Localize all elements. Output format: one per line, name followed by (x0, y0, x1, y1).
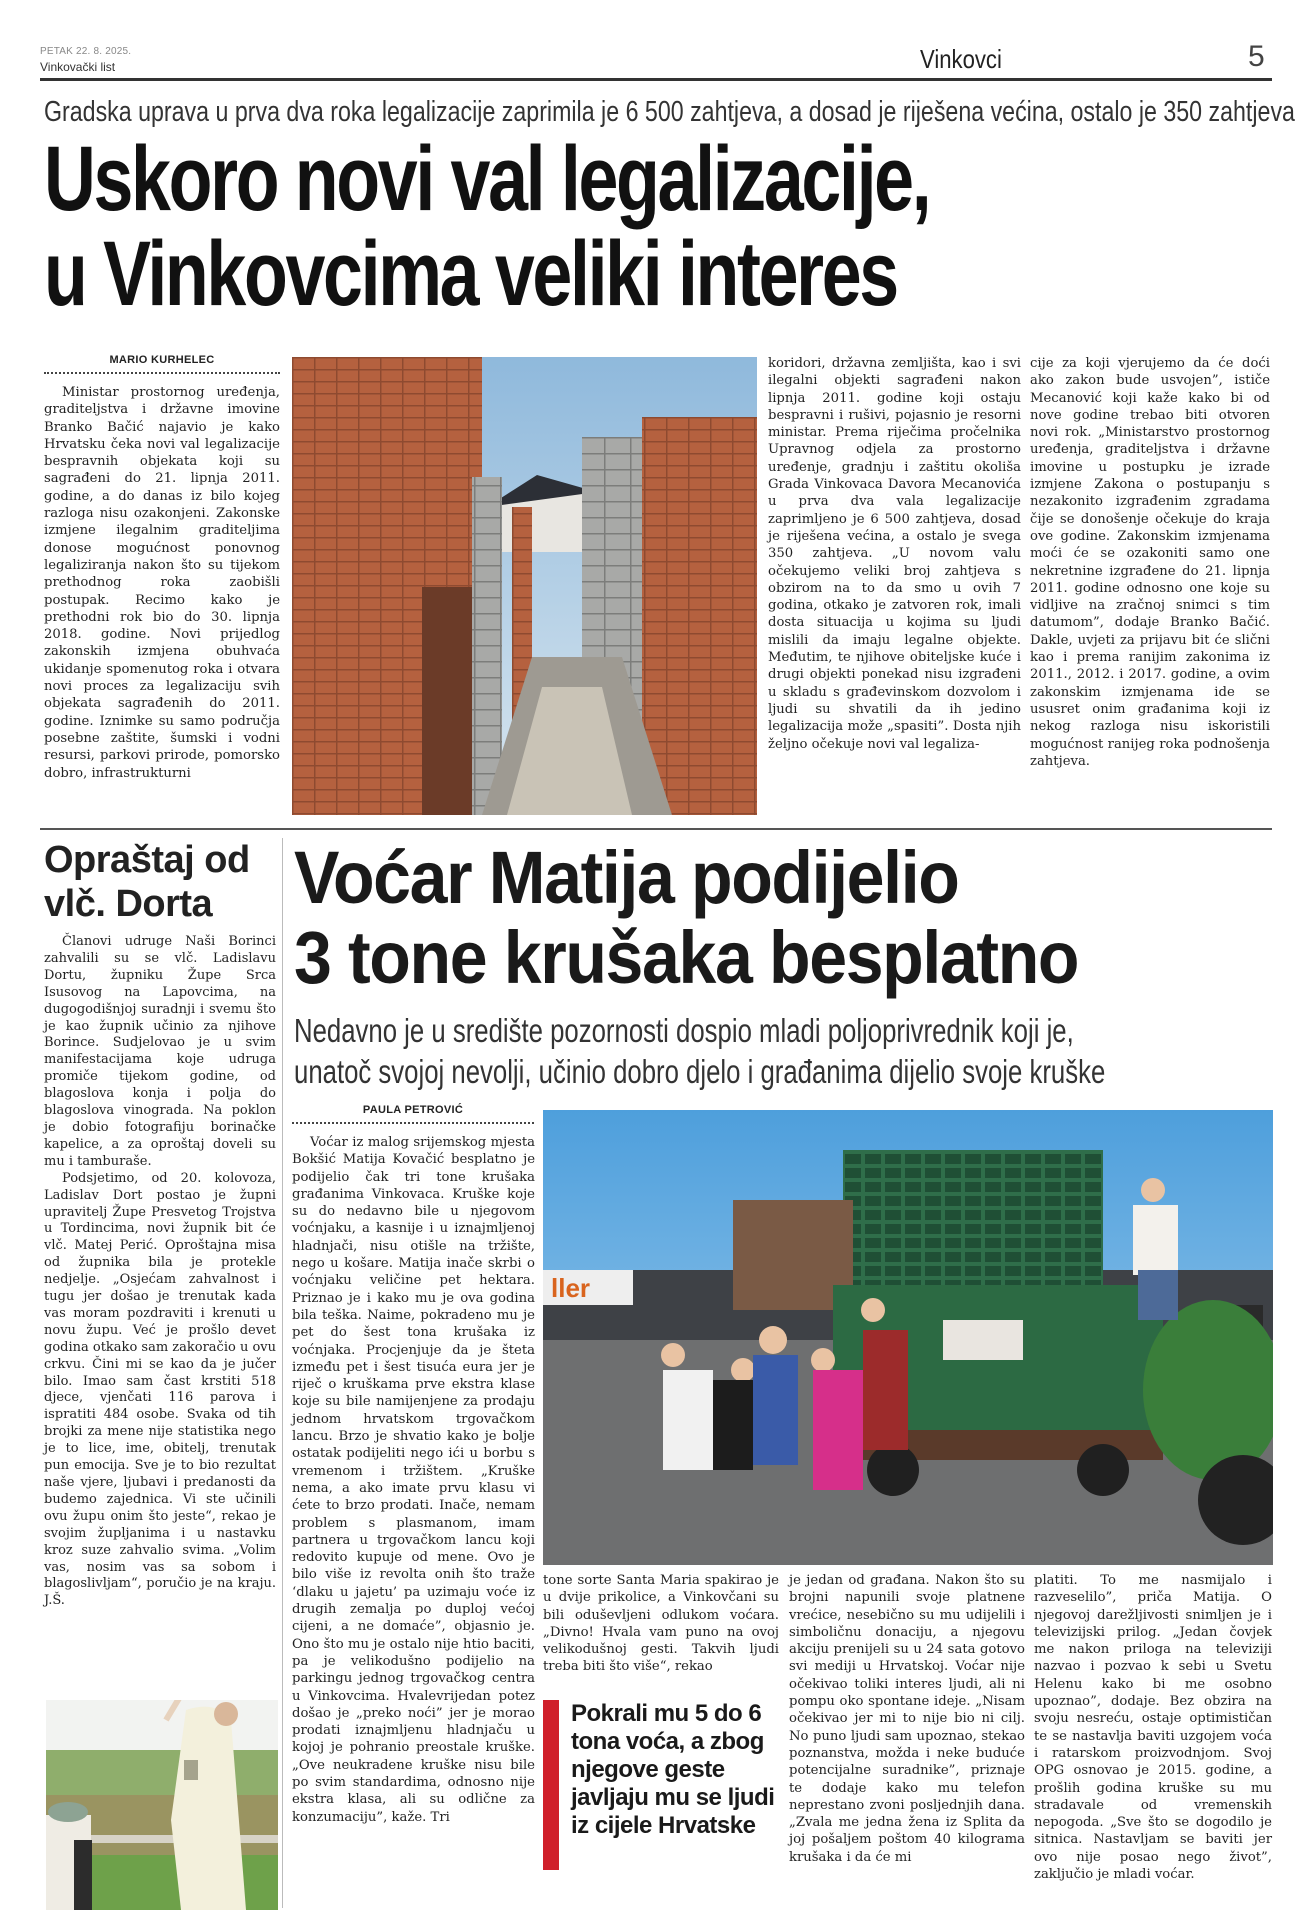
story3-column-3 (789, 1572, 1025, 1866)
story3-kicker-line1: Nedavno je u središte pozornosti dospio mladi poljoprivrednik koji je, (294, 1012, 1074, 1049)
story1-column-3 (1030, 355, 1270, 770)
priest-blessing-photo (46, 1700, 278, 1910)
building-construction-photo (292, 357, 757, 815)
story1-headline (44, 128, 1292, 325)
story1-column-2 (768, 355, 1021, 753)
story3-paragraph: tone sorte Santa Maria spakirao je u dvije prikolice, a Vinkovčani su bili oduševljeni odlukom voćara. „Divno! Hvala vam puno na ovoj velikodušnoj gesti. Takvih ljudi treba biti što više“, rekao (543, 1573, 779, 1675)
story3-column-4 (1034, 1572, 1272, 1883)
story2-paragraph: Podsjetimo, od 20. kolovoza, Ladislav Dort postao je župni upravitelj Župe Presvetog Trojstva u Tordincima, novi župnik bit će vlč. Matej Perić. Oproštajna misa od župnika bila je protekle nedjelje. „Osjećam zahvalnost i tugu jer došao je trenutak kada vas moram pozdraviti i krenuti u novu župu. Već je prošlo devet godina otkako sam zakoračio u ovu crkvu. Čini mi se kao da je jučer bilo. Imao sam čast krstiti 518 djece, vjenčati 116 parova i ispratiti 484 osobe. Svaka od tih brojki za mene nije statistika nego je to lice, ime, obitelj, trenutak pun emocija. Sve je to bio rezultat naše vjere, ljubavi i predanosti da budemo zajednica. Vi ste učinili ovu župu onim što jeste“, rekao je svojim župljanima i u nastavku kroz suze zahvalio svima. „Volim vas, nosim vas sa sobom i blagoslivljam“, poručio je na kraju. J.Š. (44, 1170, 276, 1609)
story1-column-1 (44, 384, 280, 782)
story1-headline-line2: u Vinkovcima veliki interes (44, 223, 897, 325)
section-title: Vinkovci (920, 44, 1002, 74)
pull-quote-text: Pokrali mu 5 do 6 tona voća, a zbog njegove geste javljaju mu se ljudi iz cijele Hrvatske (571, 1700, 775, 1839)
story1-byline: MARIO KURHELEC (109, 354, 215, 366)
story2-headline-line1: Opraštaj od (44, 839, 250, 881)
story3-headline-line1: Voćar Matija podijelio (294, 836, 959, 919)
newspaper-name: Vinkovački list (40, 60, 116, 74)
section-divider (40, 828, 1272, 830)
story2-paragraph: Članovi udruge Naši Borinci zahvalili su se vlč. Ladislavu Dortu, župniku Župe Srca Isusovog na Lapovcima, na dugogodišnjoj suradnji i svemu što je kao župnik učinio za njihove Borince. Sudjelovao je u svim manifestacijama koje udruga promiče tijekom godine, od blagoslova konja i polja do blagoslova vinograda. Na poklon je dobio fotografiju borinačke kapelice, a za oproštaj doveli su mu i tamburaše. (44, 934, 276, 1169)
story3-kicker-line2: unatoč svojoj nevolji, učinio dobro djelo i građanima dijelio svoje kruške (294, 1053, 1106, 1090)
byline-divider (44, 372, 280, 374)
story3-paragraph: je jedan od građana. Nakon što su brojni napunili svoje platnene vrećice, nesebično su mu udijelili i simboličnu donaciju, a njegovu akciju prenijeli su u 24 sata gotovo svi mediji u Hrvatskoj. Voćar nije očekivao toliki interes ljudi, ali ni pompu oko spontane ideje. „Nisam očekivao jer mi to nije bio ni cilj. No puno ljudi sam upoznao, stekao poznanstva, možda i neke buduće potencijalne suradnike”, priznaje te dodaje kako mu telefon neprestano zvoni posljednjih dana. „Zvala me jedna žena iz Splita da joj pošaljem poštom 40 kilograma krušaka i da će mi (789, 1573, 1025, 1865)
story1-headline-line1: Uskoro novi val legalizacije, (44, 128, 930, 230)
story1-paragraph: cije za koji vjerujemo da će doći ako zakon bude usvojen”, ističe Mecanović koji kaže kako bi od nove godine trebao biti otvoren novi rok. „Ministarstvo prostornog uređenja, graditeljstva i državne imovine u postupku je izrade izmjene Zakona o postupanju s nezakonito izgrađenim zgradama čije se donošenje očekuje do kraja ove godine. Zakonskim izmjenama moći će se ozakoniti samo one nekretnine izgrađene do 21. lipnja 2011. godine odnosno one koje su vidljive na zračnoj snimci s tim datumom”, dodaje Branko Bačić. Dakle, uvjeti za prijavu bit će slični kao i prema ranijim zakonima iz 2011., 2012. i 2017. godine, a ovim zakonskim izmjenama ide se ususret onim građanima koji iz nekog razloga nisu iskoristili mogućnost ranijeg roka podnošenja zahtjeva. (1030, 356, 1270, 769)
pull-quote (543, 1700, 779, 1875)
story3-paragraph: Voćar iz malog srijemskog mjesta Bokšić Matija Kovačić besplatno je podijelio čak tri tone krušaka građanima Vinkovaca. Kruške koje su do nedavno bile u njegovom voćnjaku, a kasnije i u iznajmljenoj hladnjači, nisu otišle na tržište, nego u košare. Matija inače skrbi o voćnjaku veličine pet hektara. Priznao je i kako mu je ova godina bila teška. Naime, pokradeno mu je pet do šest tona krušaka iz voćnjaka. Procjenjuje da je šteta između pet i šest tisuća eura jer je riječ o kruškama prve ekstra klase koje su bile namijenjene za prodaju jednom hrvatskom trgovačkom lancu. Brzo je shvatio kako je bolje ostatak podijeliti nego ići u borbu s vremenom i tržištem. „Kruške nema, a ako imate prvu klasu vi ćete to brzo prodati. Inače, nemam problem s plasmanom, imam partnera u trgovačkom lancu koji redovito kupuje od mene. Ovo je bilo više iz revolta onih što traže ‘dlaku u jajetu’ pa uzimaju voće iz drugih zemalja po duploj većoj cijeni, a ne domaće”, objasnio je. Ono što mu je ostalo nije htio baciti, pa je velikodušno podijelio na parkingu jednog trgovačkog centra u Vinkovcima. Hvalevrijedan potez došao je „preko noći” jer je morao prodati iznajmljenu hladnjaču u kojoj je pohranio preostale kruške. „Ove neukradene kruške nisu bile po svim standardima, odnosno nije ekstra klasa, ali su odlične za konzumaciju”, kaže. Tri (292, 1135, 535, 1825)
column-divider (282, 838, 283, 1908)
header-rule (40, 78, 1272, 81)
sign-ller: ller (551, 1273, 591, 1303)
story1-paragraph: Ministar prostornog uređenja, graditeljstva i državne imovine Branko Bačić najavio je kako Hrvatsku čeka novi val legalizacije bespravnih objekata koji su sagrađeni do 21. lipnja 2011. godine, a do danas iz bilo kojeg razloga nisu ozakonjeni. Zakonske izmjene ilegalnim graditeljima donose mogućnost ponovnog legaliziranja nakon što su tijekom prethodnog roka zaobišli postupak. Recimo kako je prethodni rok bio do 30. lipnja 2018. godine. Novi prijedlog zakonskih izmjena obuhvaća ukidanje spomenutog roka i otvara novi proces za legalizaciju svih objekata sagrađenih do 2011. godine. Iznimke su samo područja posebne zaštite, šumski i vodni resursi, parkovi prirode, pomorsko dobro, infrastrukturni (44, 385, 280, 781)
story3-paragraph: platiti. To me nasmijalo i razveselilo”, priča Matija. O njegovoj darežljivosti snimljen je i televizijski prilog. „Jedan čovjek me nakon priloga na televiziji nazvao i pozvao k sebi u Svetu Helenu kako bi me osobno upoznao”, dodaje. Bez obzira na svoju nesreću, ostaje optimističan te se nastavlja baviti uzgojem voća i ratarskom proizvodnjom. Svoj OPG osnovao je 2015. godine, a prošlih godina kruške su mu stradavale od vremenskih nepogoda. „Sve što se dogodilo je sitnica. Nastavljam se baviti jer ovo nije posao nego život”, zaključio je mladi voćar. (1034, 1573, 1272, 1883)
issue-date: PETAK 22. 8. 2025. (40, 46, 132, 57)
story1-kicker: Gradska uprava u prva dva roka legalizacije zaprimila je 6 500 zahtjeva, a dosad je riješena većina, ostalo je 350 zahtjeva (44, 96, 1295, 128)
story2-body (44, 934, 276, 1610)
story1-paragraph: koridori, državna zemljišta, kao i svi ilegalni objekti sagrađeni nakon lipnja 2011. godine koji ostaju bespravni i rušivi, pojasnio je resorni ministar. Prema riječima pročelnika Upravnog odjela za prostorno uređenje, gradnju i zaštitu okoliša Grada Vinkovaca Davora Mecanovića u prva dva vala legalizacije zaprimljeno je 6 500 zahtjeva, dosad je riješena većina, a ostalo je svega 350 zahtjeva. „U novom valu očekujemo veliki broj zahtjeva s obzirom na to da smo u ovih 7 godina, otkako je zatvoren rok, imali dosta situacija u kojima su ljudi mislili da imaju legalne objekte. Međutim, te njihove obiteljske kuće i drugi objekti ponekad nisu izgrađeni u skladu s građevinskom dozvolom i ljudi su shvatili da ih jedino legalizacija može „spasiti”. Dosta njih željno očekuje novi val legaliza- (768, 356, 1021, 752)
pull-quote-accent-bar (543, 1700, 559, 1870)
pear-distribution-photo (543, 1110, 1273, 1565)
story3-column-2 (543, 1572, 779, 1676)
story2-headline-line2: vlč. Dorta (44, 883, 213, 925)
byline-divider (292, 1122, 534, 1124)
story3-kicker (294, 1010, 1269, 1092)
page-number: 5 (1248, 40, 1265, 73)
story3-headline-line2: 3 tone krušaka besplatno (294, 916, 1079, 999)
story3-byline: PAULA PETROVIĆ (362, 1104, 464, 1116)
story3-column-1 (292, 1134, 535, 1826)
story2-headline (44, 838, 280, 926)
story3-headline (294, 838, 1306, 998)
